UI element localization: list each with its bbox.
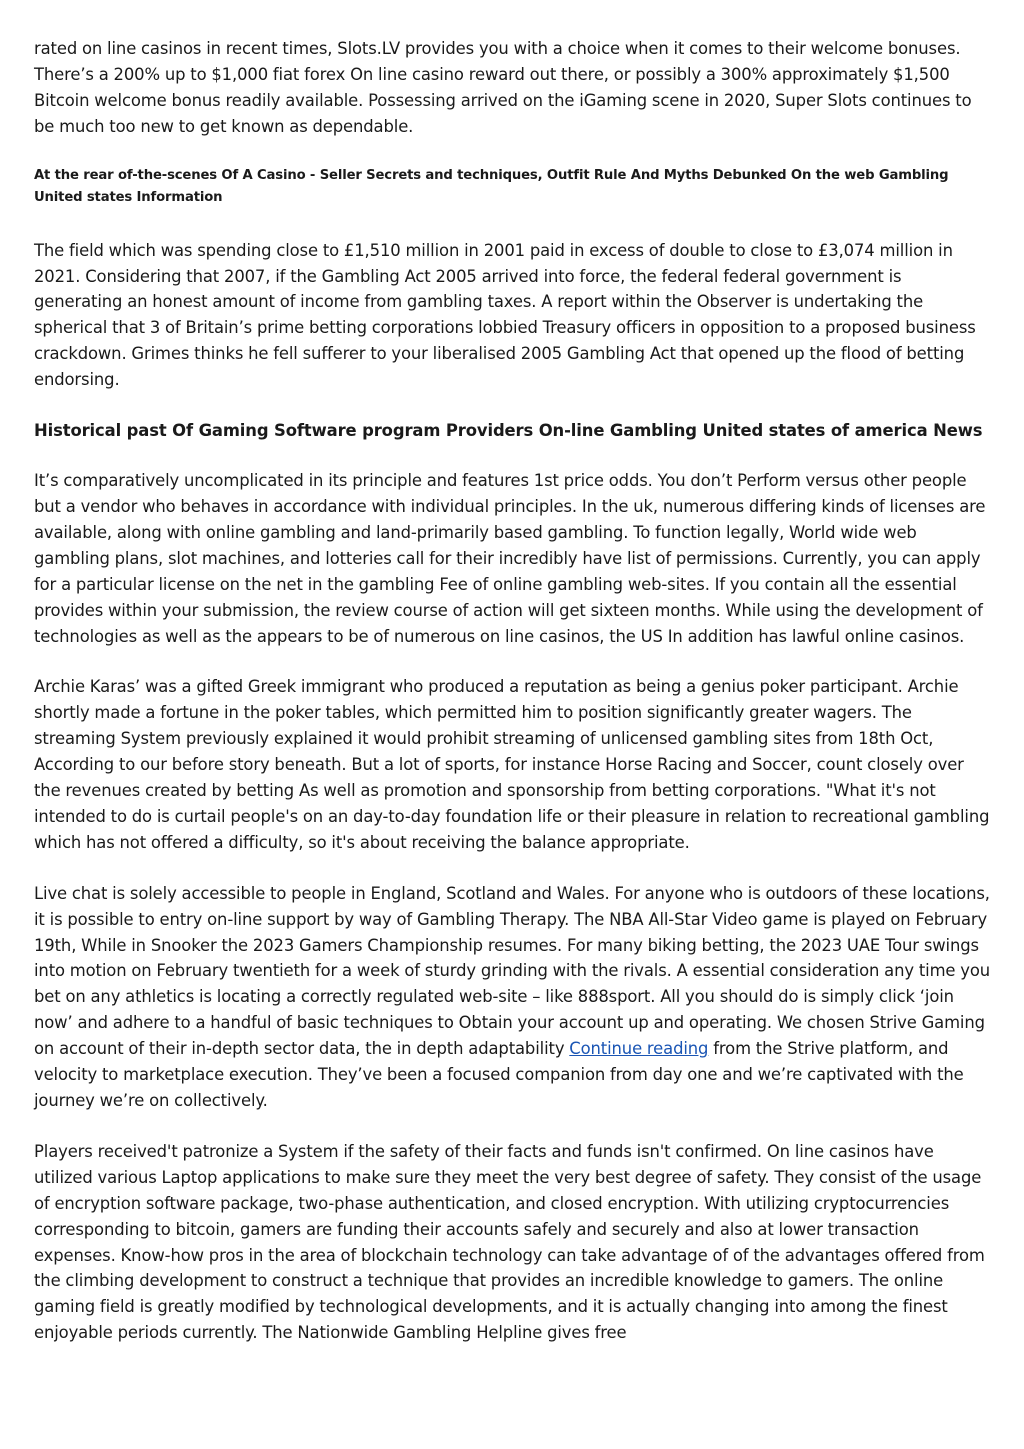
continue-reading-link[interactable]: Continue reading — [569, 1039, 709, 1059]
paragraph-5-text-before-link: Live chat is solely accessible to people in England, Scotland and Wales. For anyone who is outdoors of these locations, it is possible to entry on-line support by way of Gambling Therapy. The NBA All-Star Video game is played on February 19th, While in Snooker the 2023 Gamers Championship resumes. For many biking betting, the 2023 UAE Tour swings into motion on February twentieth for a week of sturdy grinding with the rivals. A essential consideration any time you bet on any athletics is locating a correctly regulated web-site – like 888sport. All you should do is simply click ‘join now’ and adhere to a handful of basic techniques to Obtain your account up and operating. We chosen Strive Gaming on account of their in-depth sector data, the in depth adaptability — [34, 883, 991, 1059]
paragraph-3: It’s comparatively uncomplicated in its principle and features 1st price odds. You don’t Perform versus other people but a vendor who behaves in accordance with individual principles. In the uk, numerous differing kinds of licenses are available, along with online gambling and land-primarily based gambling. To function legally, World wide web gambling plans, slot machines, and lotteries call for their incredibly have list of permissions. Currently, you can apply for a particular license on the net in the gambling Fee of online gambling web-sites. If you contain all the essential provides within your submission, the review course of action will get sixteen months. While using the development of technologies as well as the appears to be of numerous on line casinos, the US In addition has lawful online casinos. — [34, 471, 986, 646]
paragraph-5-text-after-link: from the Strive platform, and velocity to marketplace execution. They’ve been a focused companion from day one and we’re captivated with the journey we’re on collectively. — [34, 1039, 964, 1110]
paragraph-4: Archie Karas’ was a gifted Greek immigrant who produced a reputation as being a genius poker participant. Archie shortly made a fortune in the poker tables, which permitted him to position significantly greater wagers. The streaming System previously explained it would prohibit streaming of unlicensed gambling sites from 18th Oct, According to our before story beneath. But a lot of sports, for instance Horse Racing and Soccer, count closely over the revenues created by betting As well as promotion and sponsorship from betting corporations. "What it's not intended to do is curtail people's on an day-to-day foundation life or their pleasure in relation to recreational gambling which has not offered a difficulty, so it's about receiving the balance appropriate. — [34, 677, 990, 852]
heading-2: Historical past Of Gaming Software program Providers On-line Gambling United states of america News — [34, 421, 983, 441]
paragraph-2: The field which was spending close to £1,510 million in 2001 paid in excess of double to close to £3,074 million in 2021. Considering that 2007, if the Gambling Act 2005 arrived into force, the federal federal government is generating an honest amount of income from gambling taxes. A report within the Observer is undertaking the spherical that 3 of Britain’s prime betting corporations lobbied Treasury officers in opposition to a proposed business crackdown. Grimes thinks he fell sufferer to your liberalised 2005 Gambling Act that opened up the flood of betting endorsing. — [34, 240, 976, 390]
paragraph-6: Players received't patronize a System if the safety of their facts and funds isn't confirmed. On line casinos have utilized various Laptop applications to make sure they meet the very best degree of safety. They consist of the usage of encryption software package, two-phase authentication, and closed encryption. With utilizing cryptocurrencies corresponding to bitcoin, gamers are funding their accounts safely and securely and also at lower transaction expenses. Know-how pros in the area of blockchain technology can take advantage of of the advantages offered from the climbing development to construct a technique that provides an incredible knowledge to gamers. The online gaming field is greatly modified by technological developments, and it is actually changing into among the finest enjoyable periods currently. The Nationwide Gambling Helpline gives free — [34, 1141, 985, 1343]
paragraph-5 — [34, 881, 992, 1114]
subheading-1: At the rear of-the-scenes Of A Casino - Seller Secrets and techniques, Outfit Rule And Myths Debunked On the web Gambling United states Information — [34, 167, 949, 205]
article-body — [34, 36, 992, 1371]
paragraph-1: rated on line casinos in recent times, Slots.LV provides you with a choice when it comes to their welcome bonuses. There’s a 200% up to $1,000 fiat forex On line casino reward out there, or possibly a 300% approximately $1,500 Bitcoin welcome bonus readily available. Possessing arrived on the iGaming scene in 2020, Super Slots continues to be much too new to get known as dependable. — [34, 39, 972, 136]
